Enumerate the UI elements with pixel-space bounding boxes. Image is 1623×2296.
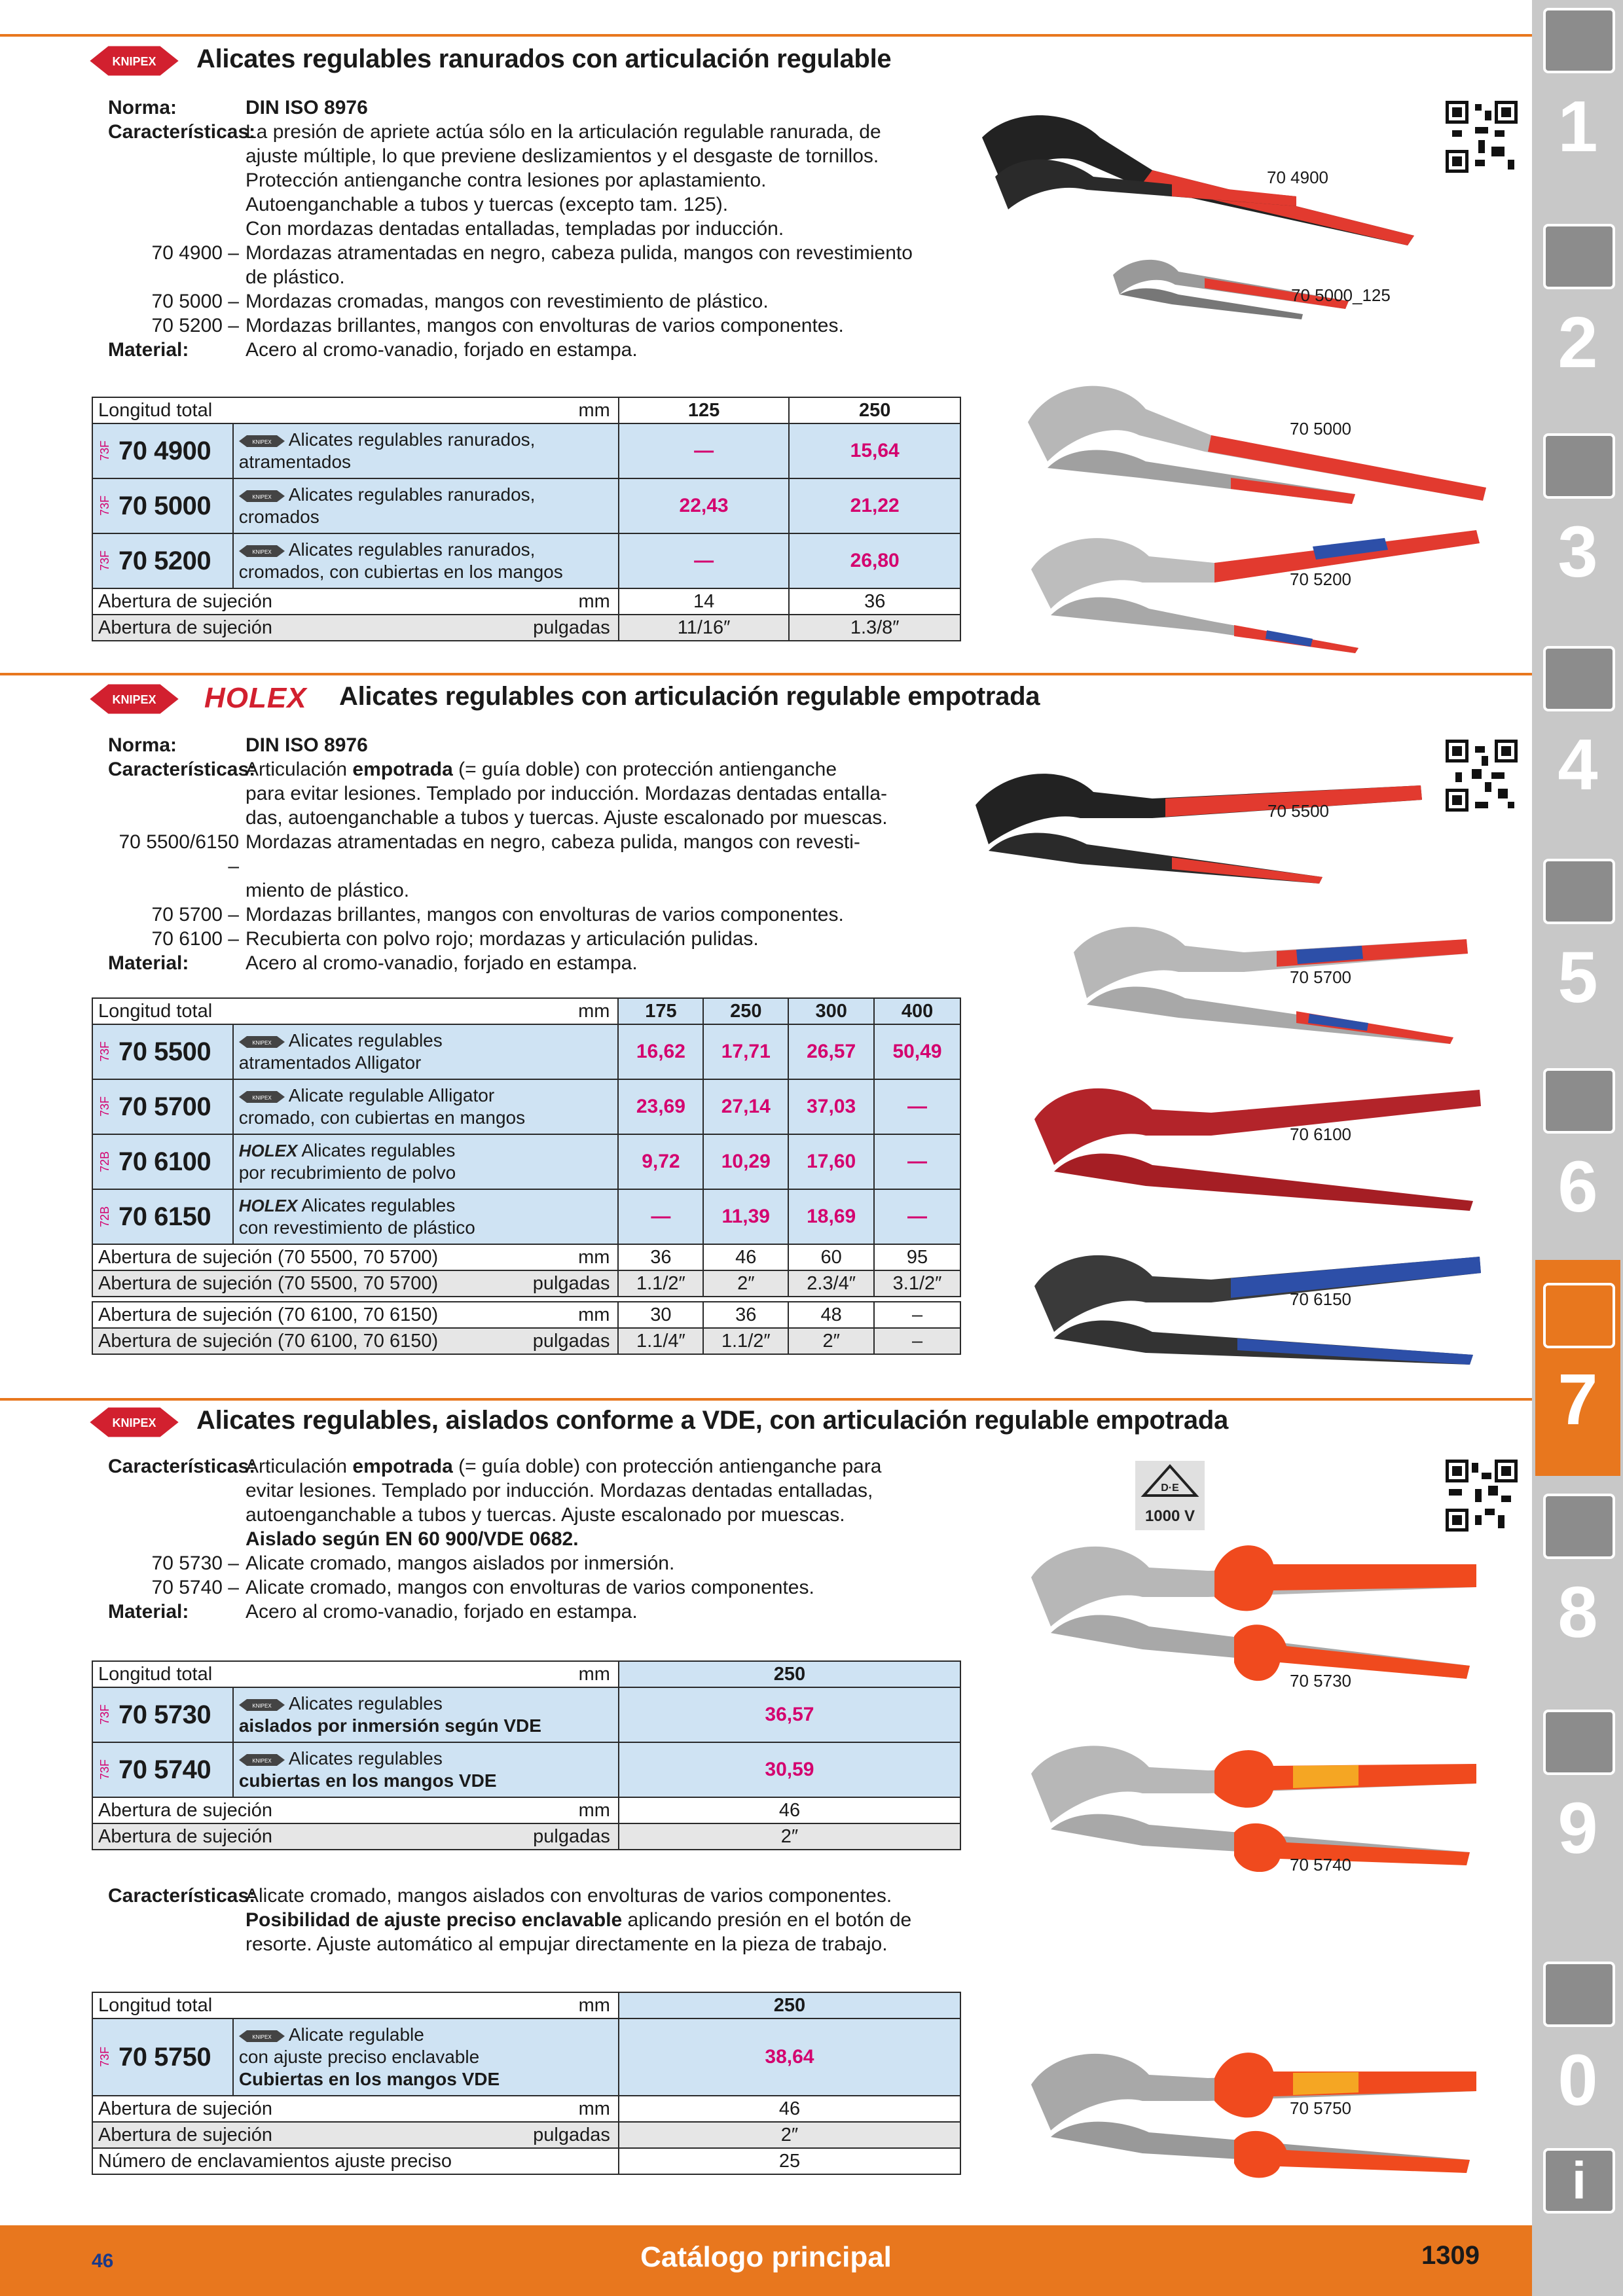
knipex-mini-logo xyxy=(239,544,285,558)
insert-icon xyxy=(1543,224,1615,289)
knipex-logo xyxy=(88,679,180,719)
qr-code[interactable] xyxy=(1446,1460,1518,1532)
footer-left: 46 xyxy=(92,2250,114,2272)
knipex-mini-logo xyxy=(239,1698,285,1712)
chapter-tab-0[interactable]: 0 xyxy=(1535,1954,1620,2150)
svg-text:1000 V: 1000 V xyxy=(1144,1507,1195,1525)
hand-tools-icon xyxy=(1543,1283,1615,1348)
section-title: Alicates regulables ranurados con articulación regulable xyxy=(196,45,892,73)
plier-image xyxy=(956,98,1427,249)
section-title: Alicates regulables con articulación regulable empotrada xyxy=(339,682,1040,711)
knipex-mini-logo xyxy=(239,1753,285,1767)
knipex-logo xyxy=(88,41,180,81)
plier-image xyxy=(1021,1240,1493,1365)
svg-text:KNIPEX: KNIPEX xyxy=(112,1416,156,1429)
svg-text:D·E: D·E xyxy=(1161,1482,1179,1494)
plier-image xyxy=(1015,363,1499,514)
image-label: 70 5700 xyxy=(1290,967,1351,987)
footer-title: Catálogo principal xyxy=(640,2241,892,2273)
section-divider xyxy=(0,1398,1532,1401)
chapter-tab-5[interactable]: 5 xyxy=(1535,851,1620,1047)
image-label: 70 5500 xyxy=(1267,801,1329,821)
image-label: 70 5730 xyxy=(1290,1671,1351,1691)
product-description: Norma: DIN ISO 8976 Características: Articulación empotrada (= guía doble) con protección antienganche para evitar lesiones. Templado por inducción. Mordazas dentadas entalla- das, autoenganchable a tubos y tuercas. Ajuste escalonado por muescas. 70 5500/6150 – Mordazas atramentadas en negro, cabeza pulida, mangos con revesti- miento de plástico. 70 5700 – Mordazas brillantes, mangos con envolturas de varios componentes. 70 6100 – Recubierta con polvo rojo; mordazas y articulación pulidas. Material: Acero al cromo-vanadio, forjado en estampa. xyxy=(108,734,888,974)
chapter-tab-1[interactable]: 1 xyxy=(1535,0,1620,196)
plier-image xyxy=(1021,1073,1493,1211)
vde-badge xyxy=(1134,1460,1206,1532)
svg-text:KNIPEX: KNIPEX xyxy=(252,439,272,445)
knipex-logo xyxy=(88,1403,180,1442)
knipex-mini-logo xyxy=(239,2029,285,2043)
section-divider xyxy=(0,673,1532,675)
svg-text:KNIPEX: KNIPEX xyxy=(252,1039,272,1046)
svg-text:KNIPEX: KNIPEX xyxy=(252,1757,272,1764)
svg-text:KNIPEX: KNIPEX xyxy=(252,1094,272,1101)
section-title: Alicates regulables, aislados conforme a VDE, con articulación regulable empotrada xyxy=(196,1406,1228,1435)
image-label: 70 5000_125 xyxy=(1291,285,1391,305)
table-row[interactable]: 72B 70 6100 HOLEX Alicates regulables por recubrimiento de polvo 9,72 10,29 17,60 — xyxy=(92,1134,960,1189)
info-icon: i xyxy=(1543,2148,1615,2214)
svg-text:KNIPEX: KNIPEX xyxy=(252,2034,272,2040)
cabinet-icon xyxy=(1543,1710,1615,1775)
price-table: Longitud total mm 125 250 73F 70 4900 KNIPEX Alicates regulables ranurados, atramentados — 15,64 73F 70 5000 KNIPEX Alicates regulables ranurados, cromados 22,43 21,22 73F 70 5200 KNIPEX Alicates regulables ranurados, cromados, con cubiertas en los mangos — 26,80 Abertura de sujeción mm 14 36 Abertura de sujeción pulgadas 11/16″ 1.3/8″ xyxy=(92,397,961,641)
image-label: 70 5000 xyxy=(1290,419,1351,439)
image-label: 70 6100 xyxy=(1290,1124,1351,1144)
chapter-tab-2[interactable]: 2 xyxy=(1535,216,1620,412)
chapter-tab-8[interactable]: 8 xyxy=(1535,1486,1620,1682)
table-row[interactable]: 73F 70 5730 KNIPEX Alicates regulables aislados por inmersión según VDE 36,57 xyxy=(92,1687,960,1742)
table-row[interactable]: 73F 70 5700 KNIPEX Alicate regulable Alligator cromado, con cubiertas en mangos 23,69 27,14 37,03 — xyxy=(92,1079,960,1134)
image-label: 70 6150 xyxy=(1290,1289,1351,1309)
qr-code[interactable] xyxy=(1446,101,1518,173)
chapter-tab-7[interactable]: 7 xyxy=(1535,1260,1620,1476)
plier-image xyxy=(1018,1728,1489,1872)
chapter-tab-4[interactable]: 4 xyxy=(1535,638,1620,834)
svg-text:KNIPEX: KNIPEX xyxy=(112,55,156,68)
page-footer xyxy=(0,2225,1532,2296)
image-label: 70 5750 xyxy=(1290,2098,1351,2118)
knipex-mini-logo xyxy=(239,1035,285,1049)
drill-bit-icon xyxy=(1543,8,1615,73)
knipex-mini-logo xyxy=(239,489,285,503)
holex-mini-logo: HOLEX xyxy=(238,1141,298,1160)
product-description: Características: Articulación empotrada (= guía doble) con protección antienganche para evitar lesiones. Templado por inducción. Mordazas dentadas entalladas, autoenganchable a tubos y tuercas. Ajuste escalonado por muescas. Aislado según EN 60 900/VDE 0682. 70 5730 – Alicate cromado, mangos aislados por inmersión. 70 5740 – Alicate cromado, mangos con envolturas de varios componentes. Material: Acero al cromo-vanadio, forjado en estampa. xyxy=(108,1456,882,1623)
chapter-tab-9[interactable]: 9 xyxy=(1535,1702,1620,1898)
holex-mini-logo: HOLEX xyxy=(238,1196,298,1215)
svg-text:KNIPEX: KNIPEX xyxy=(252,1702,272,1709)
table-row[interactable]: 73F 70 4900 KNIPEX Alicates regulables ranurados, atramentados — 15,64 xyxy=(92,423,960,478)
page-number: 1309 xyxy=(1421,2241,1480,2270)
plier-image xyxy=(1061,913,1480,1044)
chuck-icon xyxy=(1543,433,1615,499)
plier-image xyxy=(1018,1525,1489,1689)
svg-text:KNIPEX: KNIPEX xyxy=(252,548,272,555)
machine-icon xyxy=(1543,1494,1615,1559)
price-table: Longitud total mm 250 73F 70 5730 KNIPEX Alicates regulables aislados por inmersión según VDE 36,57 73F 70 5740 KNIPEX Alicates regulables cubiertas en los mangos VDE 30,59 Abertura de sujeción mm 46 Abertura de sujeción pulgadas 2″ xyxy=(92,1660,961,1850)
plier-image xyxy=(1018,2026,1489,2183)
image-label: 70 4900 xyxy=(1267,168,1328,187)
image-label: 70 5200 xyxy=(1290,569,1351,589)
table-row[interactable]: 73F 70 5000 KNIPEX Alicates regulables ranurados, cromados 22,43 21,22 xyxy=(92,478,960,533)
knipex-mini-logo xyxy=(239,434,285,448)
wrench-icon xyxy=(1543,1068,1615,1134)
plier-image xyxy=(956,753,1434,884)
table-row[interactable]: 73F 70 5500 KNIPEX Alicates regulables atramentados Alligator 16,62 17,71 26,57 50,49 xyxy=(92,1024,960,1079)
table-row[interactable]: 72B 70 6150 HOLEX Alicates regulables con revestimiento de plástico — 11,39 18,69 — xyxy=(92,1189,960,1244)
chapter-tab-6[interactable]: 6 xyxy=(1535,1060,1620,1257)
qr-code[interactable] xyxy=(1446,740,1518,812)
svg-text:KNIPEX: KNIPEX xyxy=(112,693,156,706)
section-divider xyxy=(0,34,1532,37)
image-label: 70 5740 xyxy=(1290,1855,1351,1874)
svg-text:KNIPEX: KNIPEX xyxy=(252,493,272,500)
product-description: Características: Alicate cromado, mangos aislados con envolturas de varios componentes. Posibilidad de ajuste preciso enclavable aplicando presión en el botón de resorte. Ajuste automático al empujar directamente en la pieza de trabajo. xyxy=(108,1885,912,1955)
holex-logo: HOLEX xyxy=(204,682,307,714)
chapter-tab-3[interactable]: 3 xyxy=(1535,425,1620,622)
chapter-tab-info[interactable] xyxy=(1535,2140,1620,2225)
safety-icon xyxy=(1543,1962,1615,2027)
product-description: Norma: DIN ISO 8976 Características: La presión de apriete actúa sólo en la articulación regulable ranurada, de ajuste múltiple, lo que previene deslizamientos y el desgaste de tornillos. Protección antienganche contra lesiones por aplastamiento. Autoenganchable a tubos y tuercas (excepto tam. 125). Con mordazas dentadas entalladas, templadas por inducción. 70 4900 – Mordazas atramentadas en negro, cabeza pulida, mangos con revestimiento de plástico. 70 5000 – Mordazas cromadas, mangos con revestimiento de plástico. 70 5200 – Mordazas brillantes, mangos con envolturas de varios componentes. Material: Acero al cromo-vanadio, forjado en estampa. xyxy=(108,97,913,361)
table-row[interactable]: 73F 70 5750 KNIPEX Alicate regulable con ajuste preciso enclavable Cubiertas en los mangos VDE 38,64 xyxy=(92,2018,960,2096)
price-table: Longitud total mm 250 73F 70 5750 KNIPEX Alicate regulable con ajuste preciso enclavable Cubiertas en los mangos VDE 38,64 Abertura de sujeción mm 46 Abertura de sujeción pulgadas 2″ Número de enclavamientos ajuste preciso 25 xyxy=(92,1992,961,2175)
price-table: Longitud total mm 175 250 300 400 73F 70 5500 KNIPEX Alicates regulables atramentados Alligator 16,62 17,71 26,57 50,49 73F 70 5700 KNIPEX Alicate regulable Alligator cromado, con cubiertas en mangos 23,69 27,14 37,03 — 72B 70 6100 HOLEX Alicates regulables por recubrimiento de polvo 9,72 10,29 17,60 — 72B 70 6150 HOLEX Alicates regulables con revestimiento de plástico — 11,39 18,69 — Abertura de sujeción (70 5500, 70 5700) mm 36 46 60 95 Abertura de sujeción (70 5500, 70 5700) pulgadas 1.1/2″ 2″ 2.3/4″ 3.1/2″ Abertura de sujeción (70 6100, 70 6150) mm 30 36 48 – Abertura de sujeción (70 6100, 70 6150) pulgadas 1.1/4″ 1.1/2″ 2″ – xyxy=(92,997,961,1355)
knipex-mini-logo xyxy=(239,1090,285,1104)
saw-blade-icon xyxy=(1543,859,1615,924)
plier-image xyxy=(1018,511,1489,655)
table-row[interactable]: 73F 70 5200 KNIPEX Alicates regulables ranurados, cromados, con cubiertas en los mangos — 26,80 xyxy=(92,533,960,588)
plier-image xyxy=(1106,249,1355,321)
caliper-icon xyxy=(1543,646,1615,711)
table-row[interactable]: 73F 70 5740 KNIPEX Alicates regulables cubiertas en los mangos VDE 30,59 xyxy=(92,1742,960,1797)
